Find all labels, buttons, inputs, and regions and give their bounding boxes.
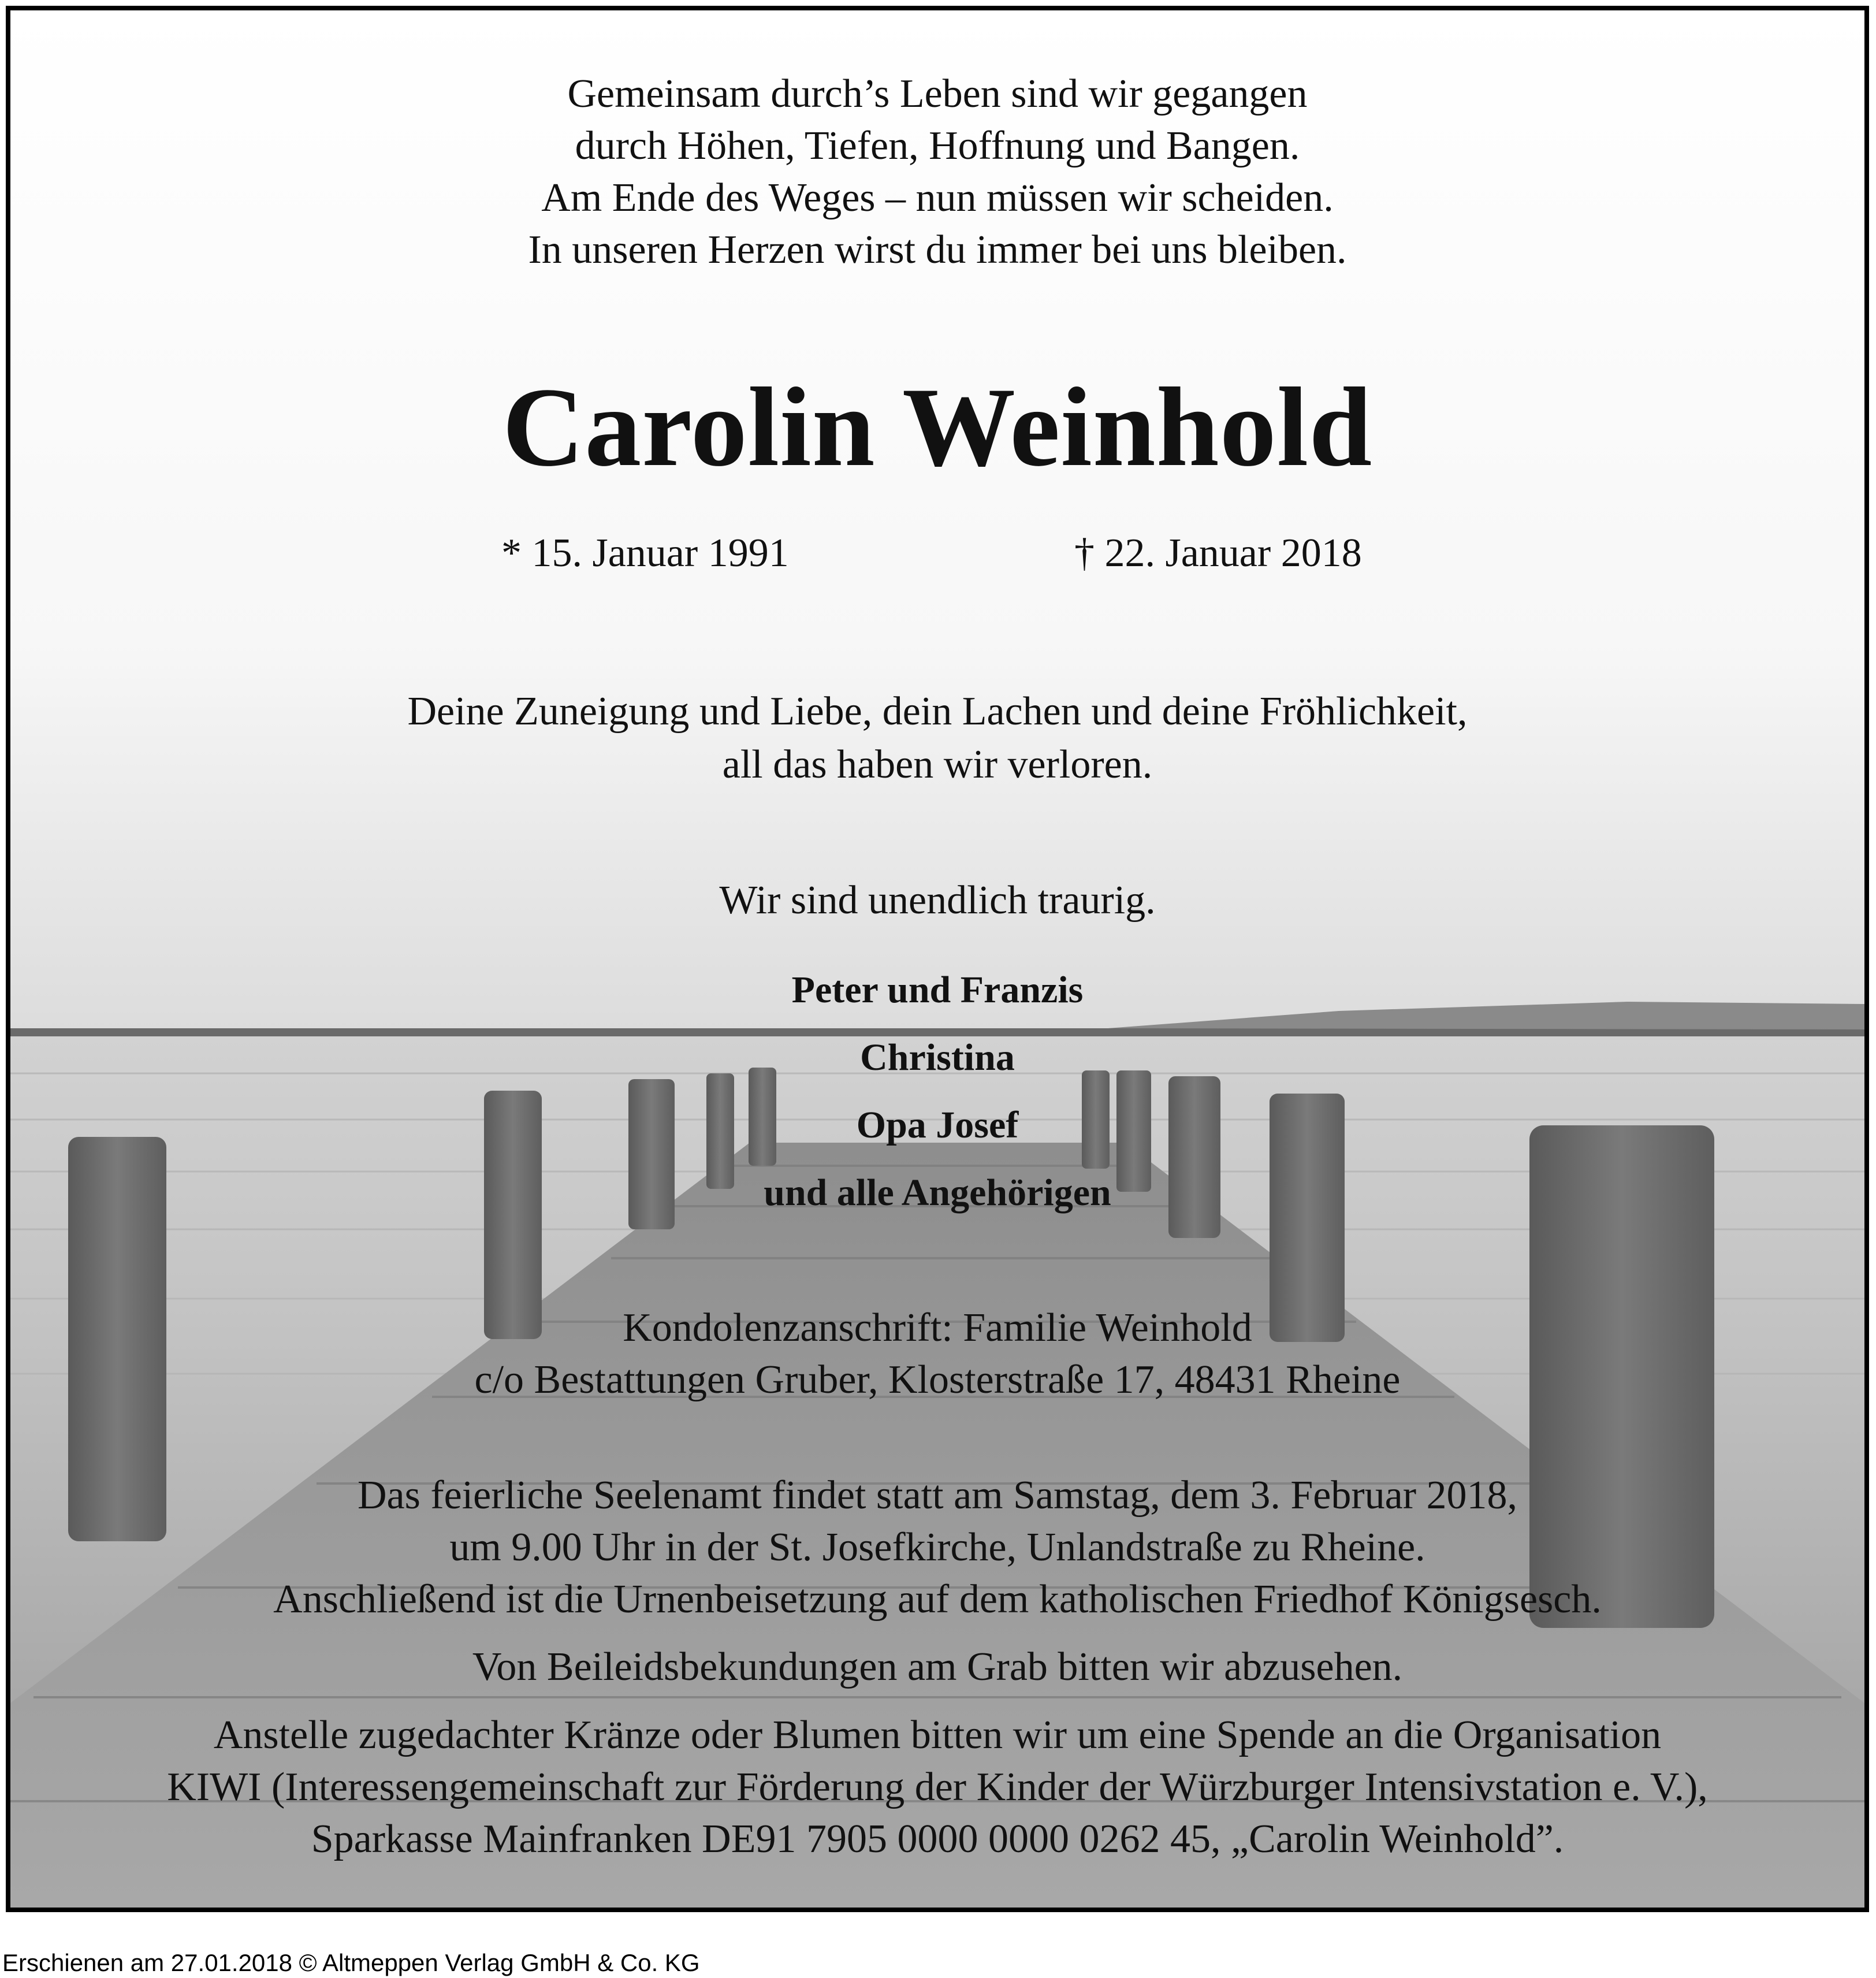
deceased-name: Carolin Weinhold bbox=[502, 365, 1373, 490]
tribute-line-1: Deine Zuneigung und Liebe, dein Lachen und deine Fröhlichkeit, bbox=[407, 689, 1468, 734]
poem-line-3: Am Ende des Weges – nun müssen wir scheiden. bbox=[541, 176, 1334, 220]
obituary-notice bbox=[6, 6, 1869, 1912]
mourner-4: und alle Angehörigen bbox=[764, 1172, 1111, 1214]
service-line-3: Anschließend ist die Urnenbeisetzung auf dem katholischen Friedhof Königsesch. bbox=[273, 1577, 1602, 1622]
tribute-line-2: all das haben wir verloren. bbox=[722, 742, 1153, 787]
mourner-1: Peter und Franzis bbox=[791, 969, 1084, 1011]
mourner-3: Opa Josef bbox=[856, 1104, 1019, 1146]
condolence-line-2: c/o Bestattungen Gruber, Klosterstraße 17, 48431 Rheine bbox=[474, 1358, 1401, 1402]
publication-footer: Erschienen am 27.01.2018 © Altmeppen Verlag GmbH & Co. KG bbox=[2, 1949, 700, 1976]
service-line-1: Das feierliche Seelenamt findet statt am Samstag, dem 3. Februar 2018, bbox=[357, 1473, 1518, 1518]
death-date: † 22. Januar 2018 bbox=[1074, 531, 1362, 575]
donation-line-2: KIWI (Interessengemeinschaft zur Förderung der Kinder der Würzburger Intensivstation e. V.), bbox=[167, 1765, 1708, 1809]
poem-line-4: In unseren Herzen wirst du immer bei uns bleiben. bbox=[528, 228, 1347, 272]
grave-request: Von Beileidsbekundungen am Grab bitten wir abzusehen. bbox=[472, 1645, 1403, 1689]
mourner-2: Christina bbox=[860, 1036, 1015, 1079]
condolence-line-1: Kondolenzanschrift: Familie Weinhold bbox=[623, 1306, 1252, 1350]
donation-line-1: Anstelle zugedachter Kränze oder Blumen bitten wir um eine Spende an die Organisation bbox=[213, 1713, 1662, 1757]
donation-line-3: Sparkasse Mainfranken DE91 7905 0000 0000 0262 45, „Carolin Weinhold”. bbox=[311, 1817, 1564, 1861]
poem-line-2: durch Höhen, Tiefen, Hoffnung und Bangen. bbox=[575, 124, 1300, 168]
sorrow-text: Wir sind unendlich traurig. bbox=[719, 878, 1156, 923]
birth-date: * 15. Januar 1991 bbox=[501, 531, 789, 575]
service-line-2: um 9.00 Uhr in der St. Josefkirche, Unlandstraße zu Rheine. bbox=[449, 1525, 1425, 1570]
poem-line-1: Gemeinsam durch’s Leben sind wir gegangen bbox=[567, 72, 1308, 116]
